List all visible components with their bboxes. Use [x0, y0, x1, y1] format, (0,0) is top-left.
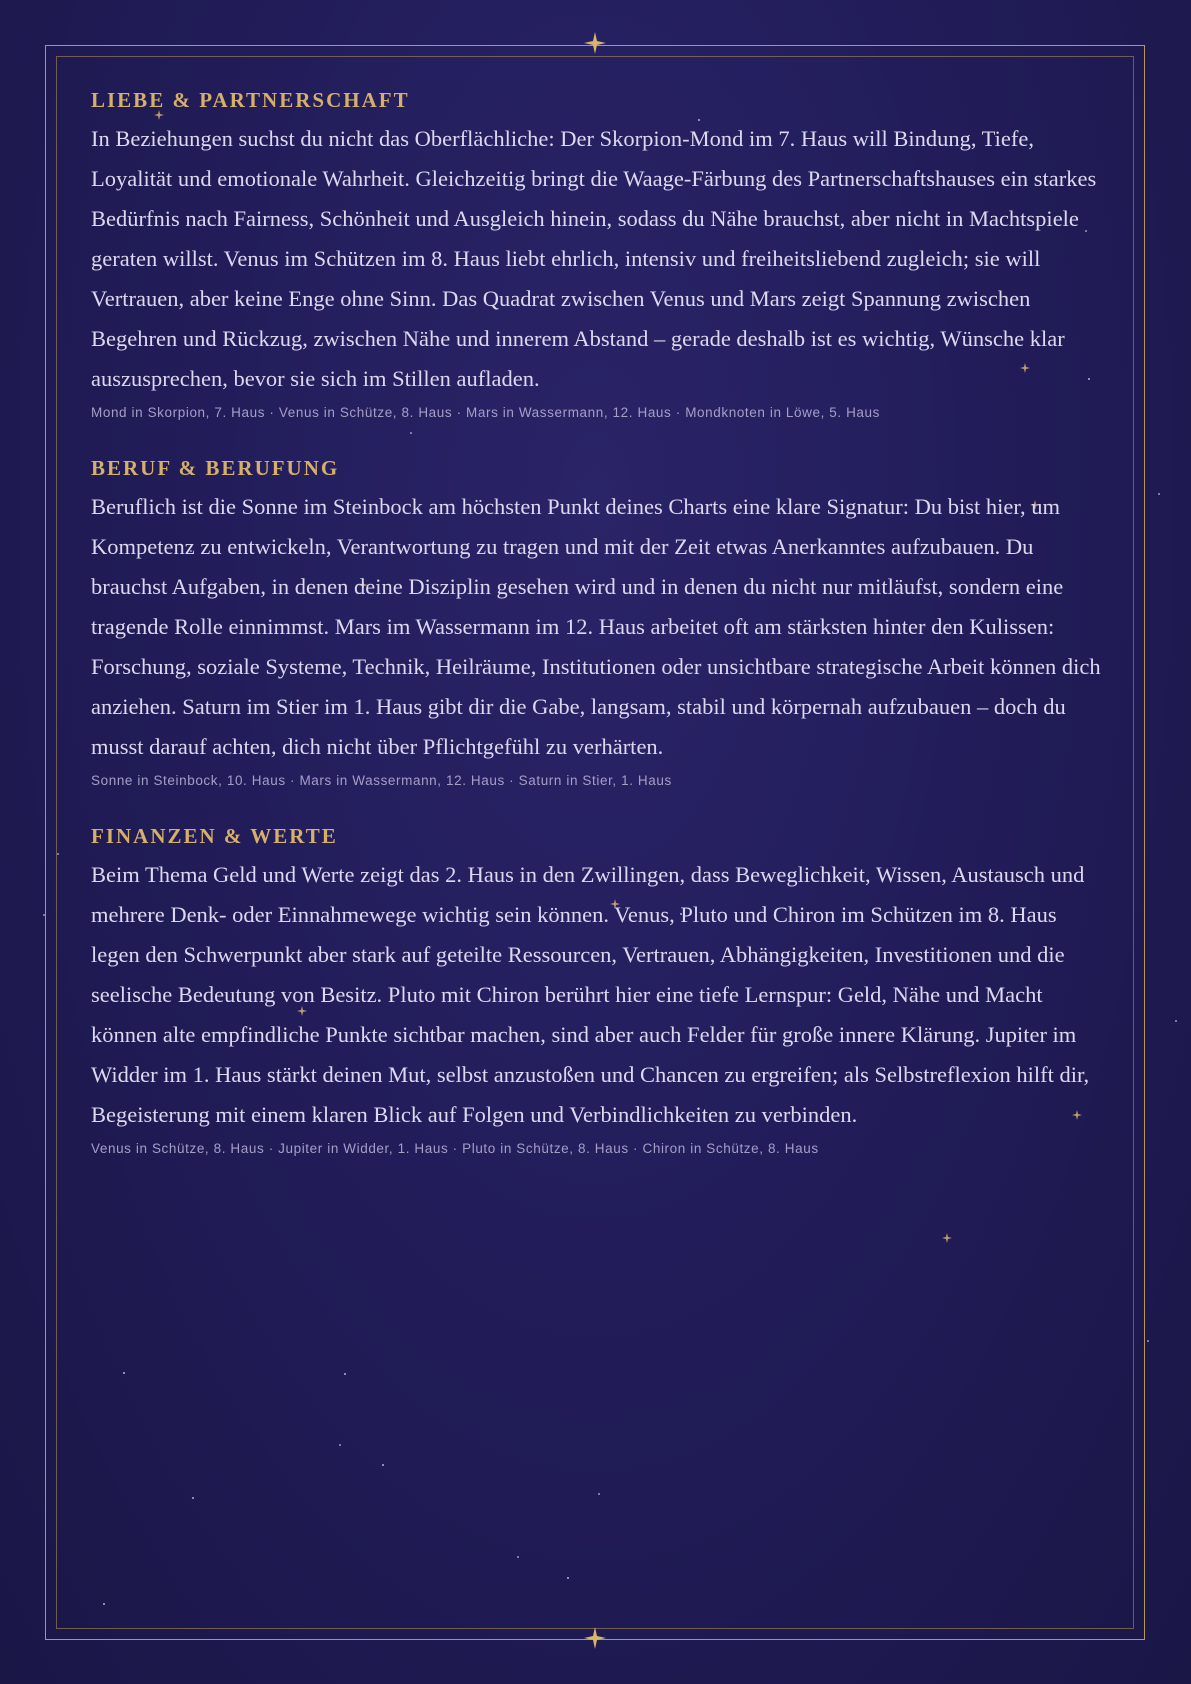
section-paragraph: Beim Thema Geld und Werte zeigt das 2. Haus in den Zwillingen, dass Beweglichkeit, Wissen, Austausch und mehrere Denk- oder Einnahmewege wichtig sein können. Venus, Pluto und Chiron im Schützen im 8. Haus legen den Schwerpunkt aber stark auf geteilte Ressourcen, Vertrauen, Abhängigkeiten, Investitionen und die seelische Bedeutung von Besitz. Pluto mit Chiron berührt hier eine tiefe Lernspur: Geld, Nähe und Macht können alte empfindliche Punkte sichtbar machen, sind aber auch Felder für große innere Klärung. Jupiter im Widder im 1. Haus stärkt deinen Mut, selbst anzustoßen und Chancen zu ergreifen; als Selbstreflexion hilft dir, Begeisterung mit einem klaren Blick auf Folgen und Verbindlichkeiten zu verbinden. [91, 862, 1090, 1127]
section-finances-values [91, 824, 1101, 1156]
four-point-star-icon [584, 32, 606, 54]
placements-caption: Mond in Skorpion, 7. Haus · Venus in Schütze, 8. Haus · Mars in Wassermann, 12. Haus · Mondknoten in Löwe, 5. Haus [91, 405, 881, 420]
section-heading: BERUF & BERUFUNG [91, 456, 340, 480]
placements-caption: Sonne in Steinbock, 10. Haus · Mars in Wassermann, 12. Haus · Saturn in Stier, 1. Haus [91, 773, 672, 788]
star-dot [1175, 1020, 1177, 1022]
section-heading: FINANZEN & WERTE [91, 824, 338, 848]
star-dot [1147, 1340, 1149, 1342]
section-paragraph: In Beziehungen suchst du nicht das Oberflächliche: Der Skorpion-Mond im 7. Haus will Bindung, Tiefe, Loyalität und emotionale Wahrheit. Gleichzeitig bringt die Waage-Färbung des Partnerschaftshauses ein starkes Bedürfnis nach Fairness, Schönheit und Ausgleich hinein, sodass du Nähe brauchst, aber nicht in Machtspiele geraten willst. Venus im Schützen im 8. Haus liebt ehrlich, intensiv und freiheitsliebend zugleich; sie will Vertrauen, aber keine Enge ohne Sinn. Das Quadrat zwischen Venus und Mars zeigt Spannung zwischen Begehren und Rückzug, zwischen Nähe und innerem Abstand – gerade deshalb ist es wichtig, Wünsche klar auszusprechen, bevor sie sich im Stillen aufladen. [91, 126, 1097, 391]
placements-caption: Venus in Schütze, 8. Haus · Jupiter in Widder, 1. Haus · Pluto in Schütze, 8. Haus · Chiron in Schütze, 8. Haus [91, 1141, 819, 1156]
star-dot [1158, 493, 1160, 495]
section-love-partnership [91, 88, 1101, 420]
section-heading: LIEBE & PARTNERSCHAFT [91, 88, 410, 112]
section-career-calling [91, 456, 1101, 788]
section-paragraph: Beruflich ist die Sonne im Steinbock am höchsten Punkt deines Charts eine klare Signatur: Du bist hier, um Kompetenz zu entwickeln, Verantwortung zu tragen und mit der Zeit etwas Anerkanntes aufzubauen. Du brauchst Aufgaben, in denen deine Disziplin gesehen wird und in denen du nicht nur mitläufst, sondern eine tragende Rolle einnimmst. Mars im Wassermann im 12. Haus arbeitet oft am stärksten hinter den Kulissen: Forschung, soziale Systeme, Technik, Heilräume, Institutionen oder unsichtbare strategische Arbeit können dich anziehen. Saturn im Stier im 1. Haus gibt dir die Gabe, langsam, stabil und körpernah aufzubauen – doch du musst darauf achten, dich nicht über Pflichtgefühl zu verhärten. [91, 494, 1101, 759]
four-point-star-icon [584, 1627, 606, 1649]
reading-content [91, 88, 1101, 1192]
